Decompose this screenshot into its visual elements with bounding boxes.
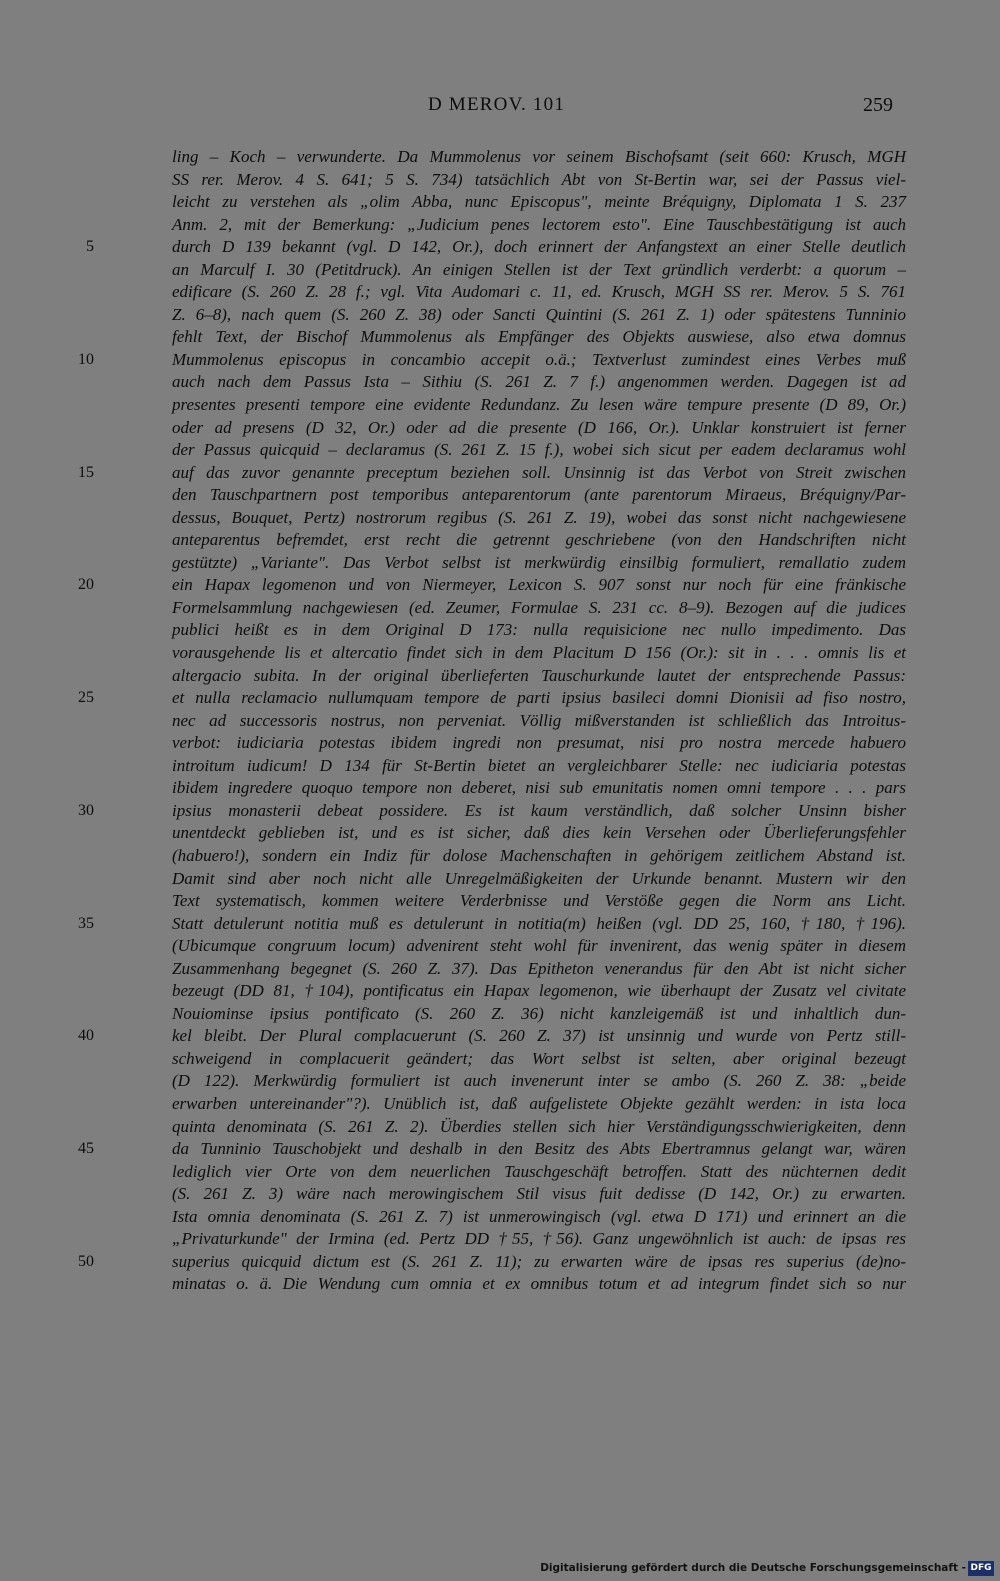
text-line: durch D 139 bekannt (vgl. D 142, Or.), doch erinnert der Anfangstext an einer Stelle deutlich: [172, 237, 906, 257]
text-line: Anm. 2, mit der Bemerkung: „Judicium penes lectorem esto". Eine Tauschbestätigung ist auch: [172, 214, 906, 234]
line-number: 50: [78, 1252, 94, 1270]
text-line: quinta denominata (S. 261 Z. 2). Überdies stellen sich hier Verständigungsschwierigkeiten, denn: [172, 1116, 906, 1136]
text-line: da Tunninio Tauschobjekt und deshalb in den Besitz des Abts Ebertramnus gelangt war, wären: [172, 1139, 906, 1159]
text-line: superius quicquid dictum est (S. 261 Z. 11); zu erwarten wäre de ipsas res superius (de)no-: [172, 1251, 906, 1271]
text-line: altergacio subita. In der original überlieferten Tauschurkunde lautet der entsprechende Passus:: [172, 665, 906, 685]
text-line: introitum iudicum! D 134 für St-Bertin bietet an vergleichbarer Stelle: nec iudiciaria potestas: [172, 755, 906, 775]
text-line: et nulla reclamacio nullumquam tempore de parti ipsius basileci domni Dionisii ad fiso nostro,: [172, 688, 906, 708]
text-line: vorausgehende lis et altercatio findet sich in dem Placitum D 156 (Or.): sit in . . . omnis lis et: [172, 643, 906, 663]
text-line: ipsius monasterii debeat possidere. Es ist kaum verständlich, daß solcher Unsinn bisher: [172, 800, 906, 820]
text-line: edificare (S. 260 Z. 28 f.; vgl. Vita Audomari c. 11, ed. Krusch, MGH SS rer. Merov. 5 S. 761: [172, 282, 906, 302]
text-line: schweigend in complacuerit geändert; das Wort selbst ist selten, aber original bezeugt: [172, 1048, 906, 1068]
text-line: (Ubicumque congruum locum) advenirent steht wohl für invenirent, das wenig später in diesem: [172, 936, 906, 956]
text-line: Damit sind aber noch nicht alle Unregelmäßigkeiten der Urkunde benannt. Mustern wir den: [172, 868, 906, 888]
text-line: Ista omnia denominata (S. 261 Z. 7) ist unmerowingisch (vgl. etwa D 171) und erinnert an die: [172, 1206, 906, 1226]
text-line: dessus, Bouquet, Pertz) nostrorum regibus (S. 261 Z. 19), wobei das sonst nicht nachgewiesene: [172, 507, 906, 527]
commentary-text: [172, 146, 906, 1296]
line-number: 45: [78, 1140, 94, 1158]
line-number: 25: [78, 689, 94, 707]
running-head: D MEROV. 101: [428, 94, 566, 115]
text-line: unentdeckt geblieben ist, und es ist sicher, daß dies kein Versehen oder Überlieferungsfehler: [172, 823, 906, 843]
text-line: Mummolenus episcopus in concambio accepit o.ä.; Textverlust zumindest eines Verbes muß: [172, 349, 906, 369]
line-number: 10: [78, 350, 94, 368]
text-line: gestützte) „Variante". Das Verbot selbst ist merkwürdig einsilbig formuliert, remallatio zudem: [172, 552, 906, 572]
text-line: anteparentus befremdet, erst recht die getrennt geschriebene (von den Handschriften nicht: [172, 530, 906, 550]
text-line: Z. 6–8), nach quem (S. 260 Z. 38) oder Sancti Quintini (S. 261 Z. 1) oder spätestens Tunninio: [172, 304, 906, 324]
text-line: (S. 261 Z. 3) wäre nach merowingischem Stil visus fuit dedisse (D 142, Or.) zu erwarten.: [172, 1184, 906, 1204]
text-line: lediglich vier Orte von dem neuerlichen Tauschgeschäft betroffen. Statt des nüchternen dedit: [172, 1161, 906, 1181]
text-line: auch nach dem Passus Ista – Sithiu (S. 261 Z. 7 f.) angenommen werden. Dagegen ist ad: [172, 372, 906, 392]
text-line: (D 122). Merkwürdig formuliert ist auch invenerunt inter se ambo (S. 260 Z. 38: „beide: [172, 1071, 906, 1091]
text-line: ling – Koch – verwunderte. Da Mummolenus vor seinem Bischofsamt (seit 660: Krusch, MGH: [172, 147, 906, 166]
page-header: [0, 90, 1000, 120]
text-line: Zusammenhang begegnet (S. 260 Z. 37). Das Epitheton venerandus für den Abt ist nicht sicher: [172, 958, 906, 978]
text-line: Text systematisch, kommen weitere Verderbnisse und Verstöße gegen die Norm ans Licht.: [172, 891, 906, 911]
line-number: 20: [78, 576, 94, 594]
text-line: der Passus quicquid – declaramus (S. 261 Z. 15 f.), wobei sich sicut per eadem declaramus wohl: [172, 440, 906, 460]
text-line: ibidem ingredere quoquo tempore non deberet, nisi sub emunitatis nomen omni tempore . . . pars: [172, 778, 906, 798]
line-number: 40: [78, 1027, 94, 1045]
text-line: verbot: iudiciaria potestas ibidem ingredi non presumat, nisi pro nostra mercede habuero: [172, 733, 906, 753]
dfg-logo: DFG: [968, 1561, 994, 1576]
text-line: erwarben untereinander"?). Unüblich ist, daß aufgelistete Objekte gezählt werden: in ista loca: [172, 1093, 906, 1113]
text-line: SS rer. Merov. 4 S. 641; 5 S. 734) tatsächlich Abt von St-Bertin war, sei der Passus viel-: [172, 169, 906, 189]
text-line: minatas o. ä. Die Wendung cum omnia et ex omnibus totum et ad integrum findet sich so nur: [172, 1274, 906, 1294]
text-line: (habuero!), sondern ein Indiz für dolose Machenschaften in gehörigem zeitlichem Abstand ist.: [172, 845, 906, 865]
line-number: 15: [78, 463, 94, 481]
text-line: Statt detulerunt notitia muß es detulerunt in notitia(m) heißen (vgl. DD 25, 160, †180, †196).: [172, 913, 906, 933]
page-number: 259: [863, 94, 893, 116]
text-line: kel bleibt. Der Plural complacuerunt (S. 260 Z. 37) ist unsinnig und wurde von Pertz still-: [172, 1026, 906, 1046]
line-number: 35: [78, 914, 94, 932]
text-line: fehlt Text, der Bischof Mummolenus als Empfänger des Objekts auswiese, also etwa domnus: [172, 327, 906, 347]
text-line: „Privaturkunde" der Irmina (ed. Pertz DD †55, †56). Ganz ungewöhnlich ist auch: de ipsas res: [172, 1229, 906, 1249]
text-line: oder ad presens (D 32, Or.) oder ad die presente (D 166, Or.). Unklar konstruiert ist ferner: [172, 417, 906, 437]
dfg-credit: Digitalisierung gefördert durch die Deutsche Forschungsgemeinschaft -: [540, 1562, 966, 1574]
text-line: Formelsammlung nachgewiesen (ed. Zeumer, Formulae S. 231 cc. 8–9). Bezogen auf die judices: [172, 597, 906, 617]
text-line: den Tauschpartnern post temporibus anteparentorum (ante parentorum Miraeus, Bréquigny/Par-: [172, 485, 906, 505]
text-line: presentes presenti tempore eine evidente Redundanz. Zu lesen wäre tempure presente (D 89, Or.): [172, 395, 906, 415]
digitization-footer: [0, 1559, 1000, 1581]
text-line: nec ad successoris nostrus, non perveniat. Völlig mißverstanden ist schließlich das Introitus-: [172, 710, 906, 730]
line-number: 5: [86, 238, 94, 256]
text-line: Nouiominse ipsius pontificato (S. 260 Z. 36) nicht kanzleigemäß ist und inhaltlich dun-: [172, 1003, 906, 1023]
line-number: 30: [78, 801, 94, 819]
text-line: an Marculf I. 30 (Petitdruck). An einigen Stellen ist der Text gründlich verderbt: a quorum –: [172, 259, 906, 279]
text-line: ein Hapax legomenon und von Niermeyer, Lexicon S. 907 sonst nur noch für eine fränkische: [172, 575, 906, 595]
text-line: bezeugt (DD 81, †104), pontificatus ein Hapax legomenon, wie überhaupt der Zusatz vel civitate: [172, 981, 906, 1001]
text-line: auf das zuvor genannte preceptum beziehen soll. Unsinnig ist das Verbot von Streit zwischen: [172, 462, 906, 482]
text-line: leicht zu verstehen als „olim Abba, nunc Episcopus", meinte Bréquigny, Diplomata 1 S. 237: [172, 192, 906, 212]
text-line: publici heißt es in dem Original D 173: nulla requisicione nec nullo impedimento. Das: [172, 620, 906, 640]
